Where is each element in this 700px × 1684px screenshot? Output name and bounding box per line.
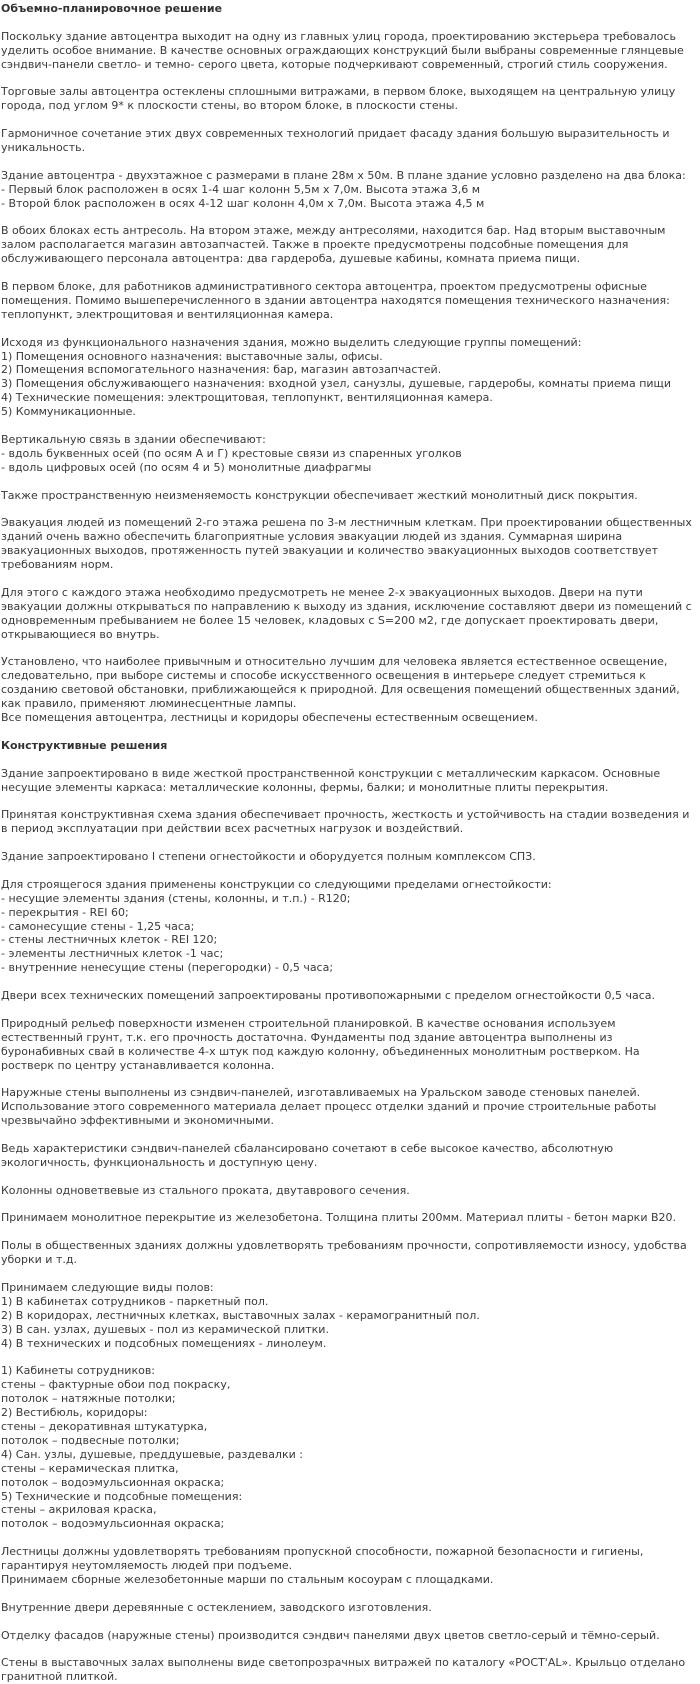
paragraph: Здание запроектировано в виде жесткой пространственной конструкции с металлическим каркасом. Основные несущие элементы каркаса: металлические колонны, фермы, балки; и монолитные плиты перекрытия.	[1, 766, 661, 794]
paragraph: Двери всех технических помещений запроектированы противопожарными с пределом огнестойкости 0,5 часа.	[1, 989, 656, 1003]
paragraph: Наружные стены выполнены из сэндвич-панелей, изготавливаемых на Уральском заводе стеновых панелей. Использование этого современного материала делает процесс отделки зданий и прочие строительные работы чрезвычайно эффективными и экономичными.	[1, 1086, 657, 1128]
paragraph: Здание запроектировано I степени огнестойкости и оборудуется полным комплексом СПЗ.	[1, 850, 536, 864]
paragraph: 1) Кабинеты сотрудников: стены – фактурные обои под покраску, потолок – натяжные потолки; 2) Вестибюль, коридоры: стены – декоративная штукатурка, потолок – подвесные потолки; 4) Сан. узлы, душевые, преддушевые, раздевалки : стены – керамическая плитка, потолок – водоэмульсионная окраска; 5) Технические и подсобные помещения: стены – акриловая краска, потолок – водоэмульсионная окраска;	[1, 1364, 303, 1531]
section-heading-layout: Объемно-планировочное решение	[1, 2, 223, 15]
paragraph: Также пространственную неизменяемость конструкции обеспечивает жесткий монолитный диск покрытия.	[1, 488, 638, 502]
paragraph: Исходя из функционального назначения здания, можно выделить следующие группы помещений: 1) Помещения основного назначения: выставочные залы, офисы. 2) Помещения вспомогательного назначения: бар, магазин автозапчастей. 3) Помещения обслуживающего назначения: входной узел, санузлы, душевые, гардеробы, комнаты приема пищи 4) Технические помещения: электрощитовая, теплопункт, вентиляционная камера. 5) Коммуникационные.	[1, 335, 672, 419]
paragraph: Полы в общественных зданиях должны удовлетворять требованиям прочности, сопротивляемости износу, удобства уборки и т.д.	[1, 1239, 687, 1267]
paragraph: Для этого с каждого этажа необходимо предусмотреть не менее 2-х эвакуационных выходов. Двери на пути эвакуации должны открываться по направлению к выходу из здания, исключение составляют двери из помещений с одновременным пребыванием не более 15 человек, кладовых с S=200 м2, где допускает проектировать двери, открывающиеся во внутрь.	[1, 585, 692, 641]
paragraph: Здание автоцентра - двухэтажное с размерами в плане 28м х 50м. В плане здание условно разделено на два блока: - Первый блок расположен в осях 1-4 шаг колонн 5,5м х 7,0м. Высота этажа 3,6 м - Второй блок расположен в осях 4-12 шаг колонн 4,0м х 7,0м. Высота этажа 4,5 м	[1, 168, 686, 210]
paragraph: Колонны одноветвевые из стального проката, двутаврового сечения.	[1, 1183, 410, 1197]
paragraph: Ведь характеристики сэндвич-панелей сбалансировано сочетают в себе высокое качество, абсолютную экологичность, функциональность и доступную цену.	[1, 1141, 614, 1169]
paragraph: Принимаем следующие виды полов: 1) В кабинетах сотрудников - паркетный пол. 2) В коридорах, лестничных клетках, выставочных залах - керамогранитный пол. 3) В сан. узлах, душевых - пол из керамической плитки. 4) В технических и подсобных помещениях - линолеум.	[1, 1280, 480, 1350]
paragraph: Гармоничное сочетание этих двух современных технологий придает фасаду здания большую выразительность и уникальность.	[1, 127, 670, 155]
paragraph: Принимаем монолитное перекрытие из железобетона. Толщина плиты 200мм. Материал плиты - бетон марки В20.	[1, 1211, 677, 1225]
paragraph: Отделку фасадов (наружные стены) производится сэндвич панелями двух цветов светло-серый и тёмно-серый.	[1, 1628, 660, 1642]
paragraph: Установлено, что наиболее привычным и относительно лучшим для человека является естественное освещение, следовательно, при выборе системы и способе искусственного освещения в интерьере следует стремиться к созданию световой обстановки, приближающейся к природной. Для освещения помещений общественных зданий, как правило, применяют люминесцентные лампы. Все помещения автоцентра, лестницы и коридоры обеспечены естественным освещением.	[1, 655, 680, 725]
paragraph: Внутренние двери деревянные с остеклением, заводского изготовления.	[1, 1600, 432, 1614]
paragraph: В обоих блоках есть антресоль. На втором этаже, между антресолями, находится бар. Над вторым выставочным залом располагается магазин автозапчастей. Также в проекте предусмотрены подсобные помещения для обслуживающего персонала автоцентра: два гардероба, душевые кабины, комната приема пищи.	[1, 224, 666, 266]
paragraph: Стены в выставочных залах выполнены виде светопрозрачных витражей по каталогу «РОСТ'AL». Крыльцо отделано гранитной плиткой.	[1, 1656, 686, 1684]
paragraph: Для строящегося здания применены конструкции со следующими пределами огнестойкости: - несущие элементы здания (стены, колонны, и т.п.) - R120; - перекрытия - REI 60; - самонесущие стены - 1,25 часа; - стены лестничных клеток - REI 120; - элементы лестничных клеток -1 час; - внутренние ненесущие стены (перегородки) - 0,5 часа;	[1, 877, 552, 975]
paragraph: Эвакуация людей из помещений 2-го этажа решена по 3-м лестничным клеткам. При проектировании общественных зданий очень важно обеспечить благоприятные условия эвакуации людей из здания. Суммарная ширина эвакуационных выходов, протяженность путей эвакуации и количество эвакуационных выходов соответствует требованиям норм.	[1, 516, 692, 572]
paragraph: В первом блоке, для работников административного сектора автоцентра, проектом предусмотрены офисные помещения. Помимо вышеперечисленного в здании автоцентра находятся помещения технического назначения: теплопункт, электрощитовая и вентиляционная камера.	[1, 280, 670, 321]
section-heading-structural: Конструктивные решения	[1, 738, 168, 752]
paragraph: Поскольку здание автоцентра выходит на одну из главных улиц города, проектированию экстерьера требовалось уделить особое внимание. В качестве основных ограждающих конструкций были выбраны современные глянцевые сэндвич-панели светло- и темно- серого цвета, которые подчеркивают современный, строгий стиль сооружения.	[1, 29, 684, 71]
paragraph: Торговые залы автоцентра остеклены сплошными витражами, в первом блоке, выходящем на центральную улицу города, под углом 9* к плоскости стены, во втором блоке, в плоскости стены.	[1, 85, 676, 113]
paragraph: Вертикальную связь в здании обеспечивают: - вдоль буквенных осей (по осям А и Г) крестовые связи из спаренных уголков - вдоль цифровых осей (по осям 4 и 5) монолитные диафрагмы	[1, 432, 462, 474]
paragraph: Лестницы должны удовлетворять требованиям пропускной способности, пожарной безопасности и гигиены, гарантируя неутомляемость людей при подъеме. Принимаем сборные железобетонные марши по стальным косоурам с площадками.	[1, 1545, 644, 1586]
paragraph: Принятая конструктивная схема здания обеспечивает прочность, жесткость и устойчивость на стадии возведения и в период эксплуатации при действии всех расчетных нагрузок и воздействий.	[1, 808, 690, 836]
paragraph: Природный рельеф поверхности изменен строительной планировкой. В качестве основания используем естественный грунт, т.к. его прочность достаточна. Фундаменты под здание автоцентра выполнены из буронабивных свай в количестве 4-х штук под каждую колонну, объединенных монолитным ростверком. На ростверк по центру устанавливается колонна.	[1, 1016, 640, 1072]
